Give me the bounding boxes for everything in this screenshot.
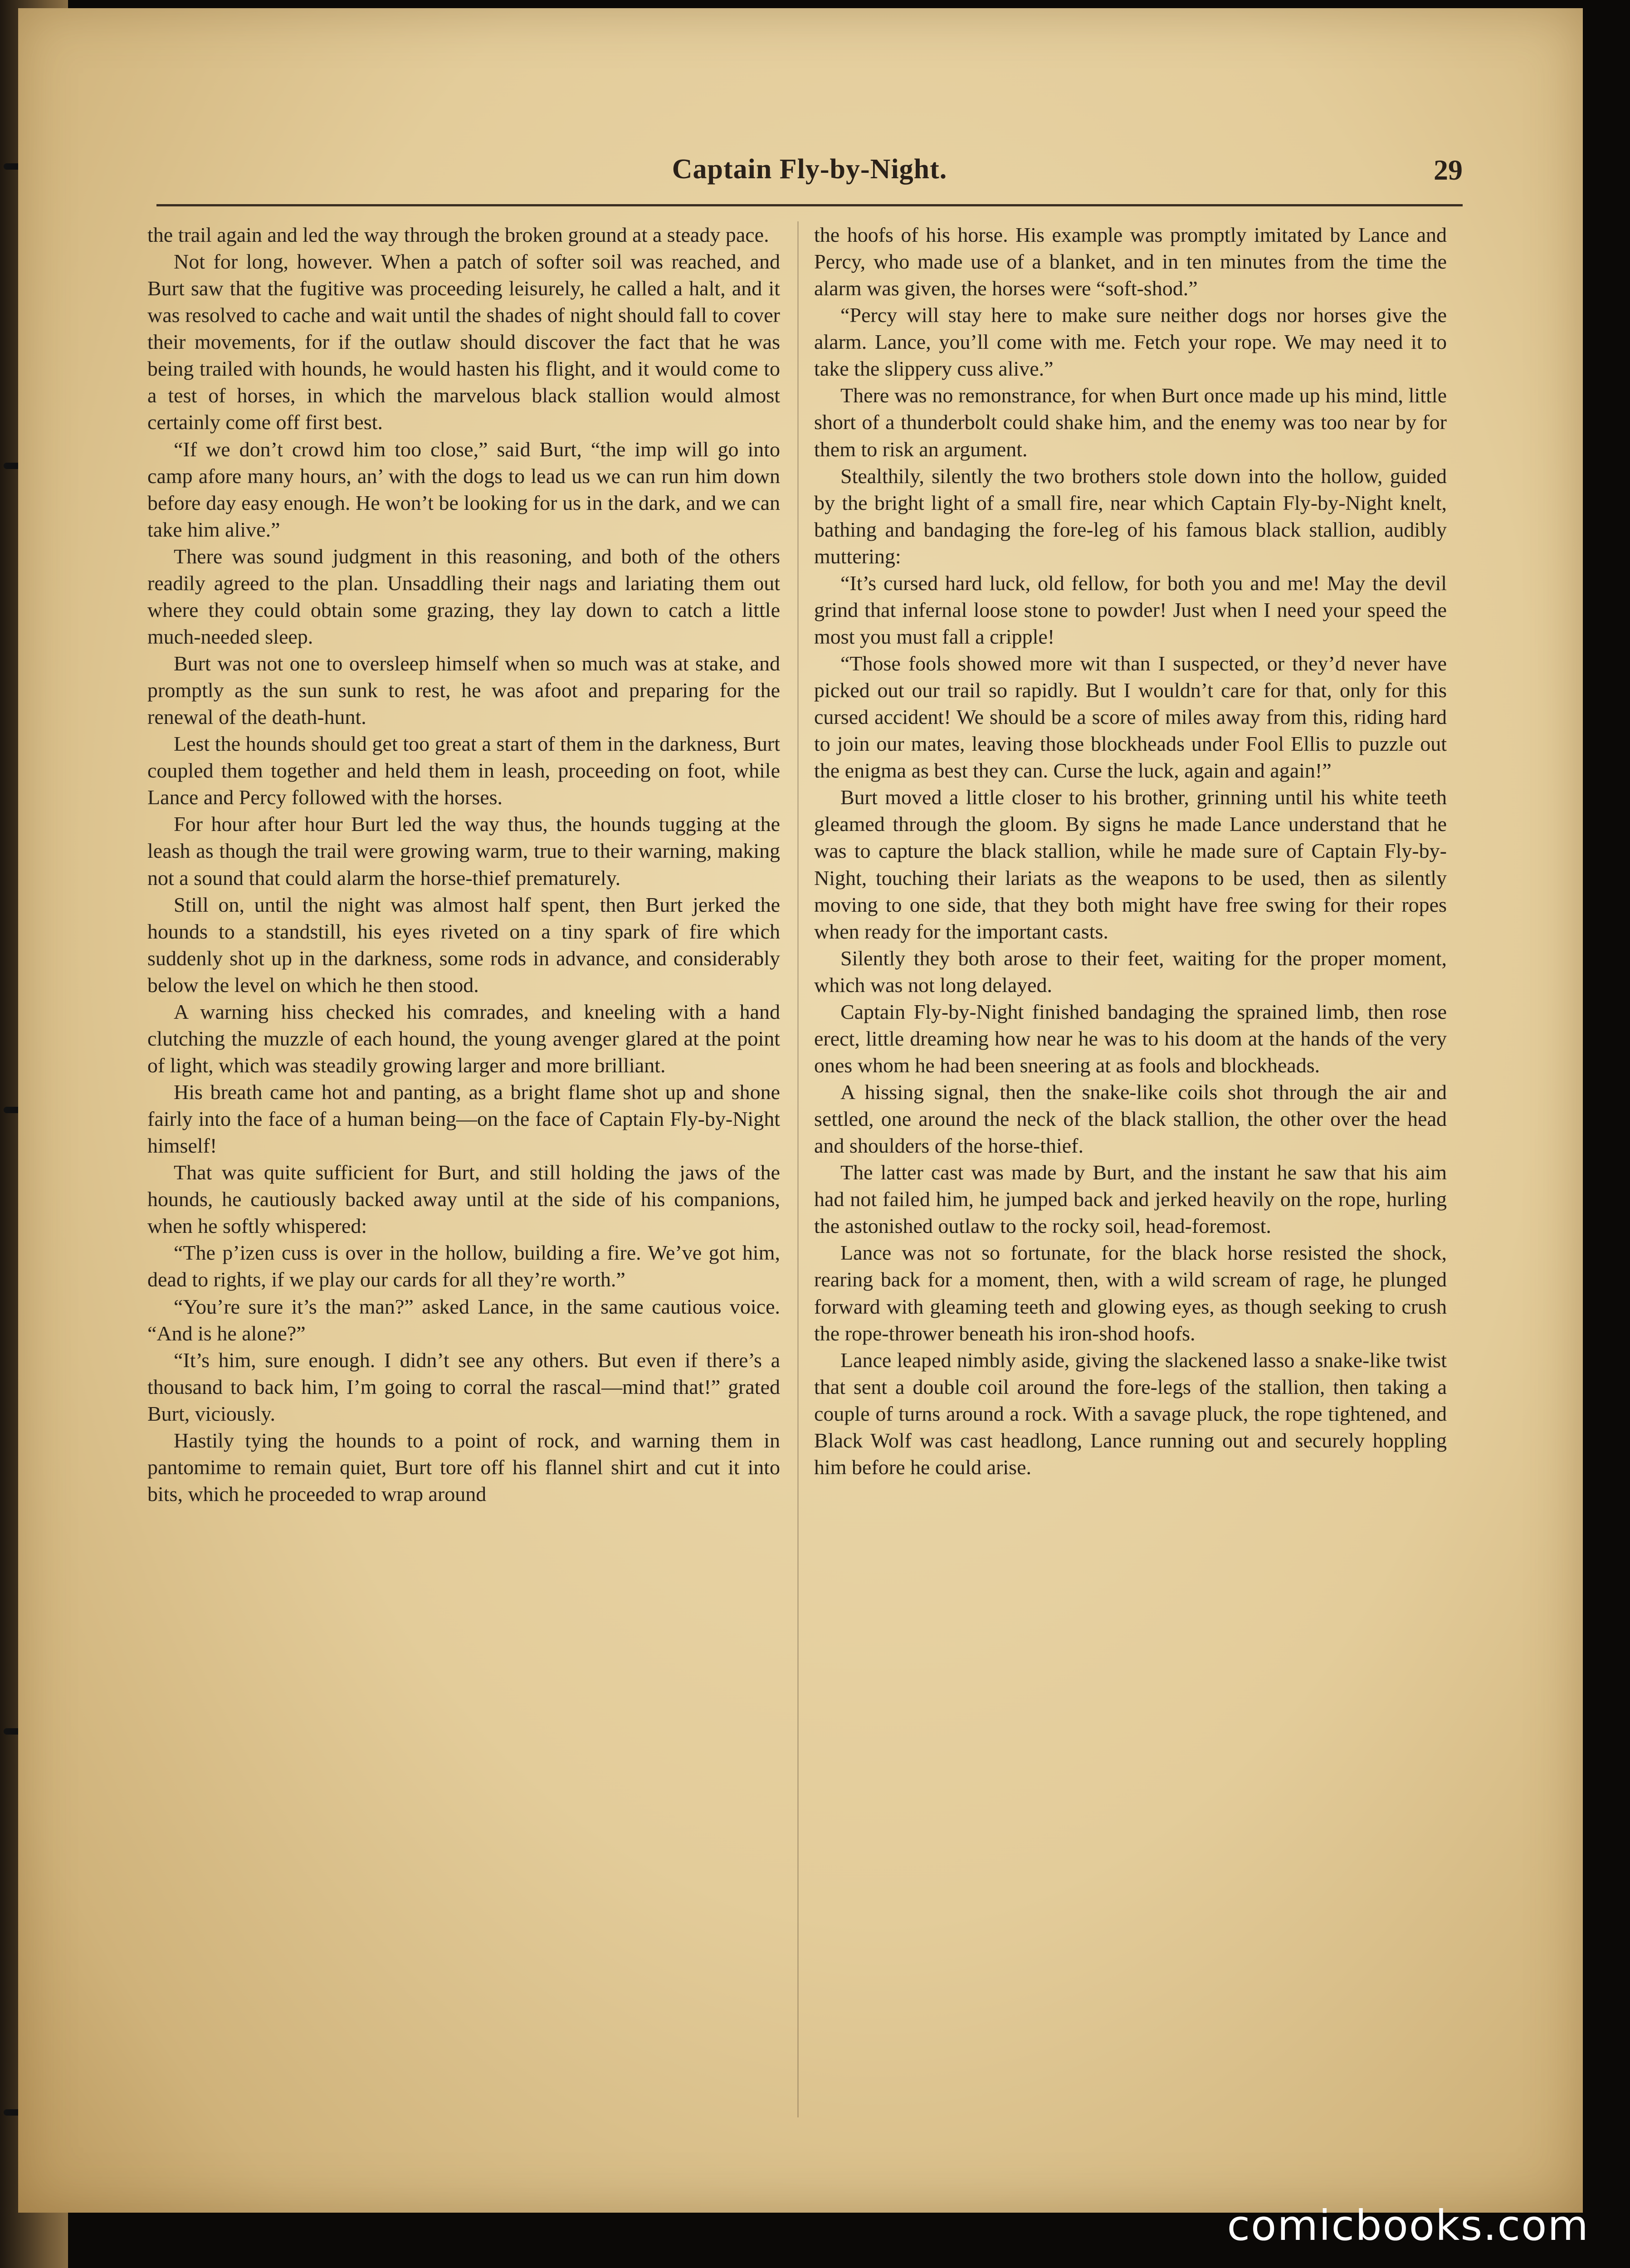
paragraph: “It’s cursed hard luck, old fellow, for both you and me! May the devil grind that infernal loose stone to powder! Just when I need your speed the most you must fall a cripple! xyxy=(814,571,1447,648)
paragraph: The latter cast was made by Burt, and the instant he saw that his aim had not failed him, he jumped back and jerked heavily on the rope, hurling the astonished outlaw to the rocky soil, head-foremost. xyxy=(814,1161,1447,1238)
paragraph: Still on, until the night was almost half spent, then Burt jerked the hounds to a standstill, his eyes riveted on a tiny spark of fire which suddenly shot up in the darkness, some rods in advance, and considerably below the level on which he then stood. xyxy=(147,893,780,997)
page-header xyxy=(156,153,1463,203)
paragraph: There was sound judgment in this reasoning, and both of the others readily agreed to the plan. Unsaddling their nags and lariating them out where they could obtain some grazing, they lay down to catch a little much-needed sleep. xyxy=(147,544,780,648)
paragraph: Burt moved a little closer to his brother, grinning until his white teeth gleamed through the gloom. By signs he made Lance understand that he was to capture the black stallion, while he made sure of Captain Fly-by-Night, touching their lariats as the weapons to be used, then as silently moving to one side, that they both might have free swing for their ropes when ready for the important casts. xyxy=(814,786,1447,943)
paragraph: That was quite sufficient for Burt, and still holding the jaws of the hounds, he cautiously backed away until at the side of his companions, when he softly whispered: xyxy=(147,1161,780,1238)
paragraph: His breath came hot and panting, as a bright flame shot up and shone fairly into the face of a human being—on the face of Captain Fly-by-Night himself! xyxy=(147,1080,780,1158)
paragraph: For hour after hour Burt led the way thus, the hounds tugging at the leash as though the trail were growing warm, true to their warning, making not a sound that could alarm the horse-thief prematurely. xyxy=(147,812,780,890)
paragraph: Silently they both arose to their feet, waiting for the proper moment, which was not long delayed. xyxy=(814,946,1447,997)
paragraph: the hoofs of his horse. His example was promptly imitated by Lance and Percy, who made use of a blanket, and in ten minutes from the time the alarm was given, the horses were “soft-shod.” xyxy=(814,223,1447,300)
paragraph: Lance was not so fortunate, for the black horse resisted the shock, rearing back for a moment, then, with a wild scream of rage, he plunged forward with gleaming teeth and glowing eyes, as though seeking to crush the rope-thrower beneath his iron-shod hoofs. xyxy=(814,1241,1447,1345)
book-page xyxy=(18,8,1583,2213)
paragraph: A warning hiss checked his comrades, and kneeling with a hand clutching the muzzle of each hound, the young avenger glared at the point of light, which was steadily growing larger and more brilliant. xyxy=(147,1000,780,1077)
paragraph: Not for long, however. When a patch of softer soil was reached, and Burt saw that the fugitive was proceeding leisurely, he called a halt, and it was resolved to cache and wait until the shades of night should fall to cover their movements, for if the outlaw should discover the fact that he was being trailed with hounds, he would hasten his flight, and it would come to a test of horses, in which the marvelous black stallion would almost certainly come off first best. xyxy=(147,250,780,434)
paragraph: “It’s him, sure enough. I didn’t see any others. But even if there’s a thousand to back him, I’m going to corral the rascal—mind that!” grated Burt, viciously. xyxy=(147,1348,780,1425)
left-column xyxy=(147,221,780,2113)
running-title: Captain Fly-by-Night. xyxy=(672,154,947,185)
column-divider xyxy=(797,221,799,2117)
paragraph: the trail again and led the way through the broken ground at a steady pace. xyxy=(147,223,769,246)
paragraph: Burt was not one to oversleep himself when so much was at stake, and promptly as the sun sunk to rest, he was afoot and preparing for the renewal of the death-hunt. xyxy=(147,652,780,729)
paragraph: “If we don’t crowd him too close,” said Burt, “the imp will go into camp afore many hours, an’ with the dogs to lead us we can run him down before day easy enough. He won’t be looking for us in the dark, and we can take him alive.” xyxy=(147,437,780,541)
paragraph: Hastily tying the hounds to a point of rock, and warning them in pantomime to remain quiet, Burt tore off his flannel shirt and cut it into bits, which he proceeded to wrap around xyxy=(147,1428,780,1505)
site-watermark: comicbooks.com xyxy=(1227,2201,1589,2250)
paragraph: Lance leaped nimbly aside, giving the slackened lasso a snake-like twist that sent a double coil around the fore-legs of the stallion, then taking a couple of turns around a rock. With a savage pluck, the rope tightened, and Black Wolf was cast headlong, Lance running out and securely hoppling him before he could arise. xyxy=(814,1348,1447,1479)
paragraph: Stealthily, silently the two brothers stole down into the hollow, guided by the bright light of a small fire, near which Captain Fly-by-Night knelt, bathing and bandaging the fore-leg of his famous black stallion, audibly muttering: xyxy=(814,464,1447,568)
paragraph: “You’re sure it’s the man?” asked Lance, in the same cautious voice. “And is he alone?” xyxy=(147,1295,780,1345)
paragraph: “Percy will stay here to make sure neither dogs nor horses give the alarm. Lance, you’ll come with me. Fetch your rope. We may need it to take the slippery cuss alive.” xyxy=(814,303,1447,381)
right-column xyxy=(814,221,1447,2113)
paragraph: “Those fools showed more wit than I suspected, or they’d never have picked out our trail so rapidly. But I wouldn’t care for that, only for this cursed accident! We should be a score of miles away from this, riding hard to join our mates, leaving those blockheads under Fool Ellis to puzzle out the enigma as best they can. Curse the luck, again and again!” xyxy=(814,652,1447,782)
page-number: 29 xyxy=(1434,154,1463,186)
paragraph: There was no remonstrance, for when Burt once made up his mind, little short of a thunderbolt could shake him, and the enemy was too near by for them to risk an argument. xyxy=(814,384,1447,461)
header-rule xyxy=(156,204,1463,206)
paragraph: “The p’izen cuss is over in the hollow, building a fire. We’ve got him, dead to rights, if we play our cards for all they’re worth.” xyxy=(147,1241,780,1291)
paragraph: Lest the hounds should get too great a start of them in the darkness, Burt coupled them together and held them in leash, proceeding on foot, while Lance and Percy followed with the horses. xyxy=(147,732,780,809)
paragraph: Captain Fly-by-Night finished bandaging the sprained limb, then rose erect, little dreaming how near he was to his doom at the hands of the very ones whom he had been sneering at as fools and blockheads. xyxy=(814,1000,1447,1077)
paragraph: A hissing signal, then the snake-like coils shot through the air and settled, one around the neck of the black stallion, the other over the head and shoulders of the horse-thief. xyxy=(814,1080,1447,1158)
